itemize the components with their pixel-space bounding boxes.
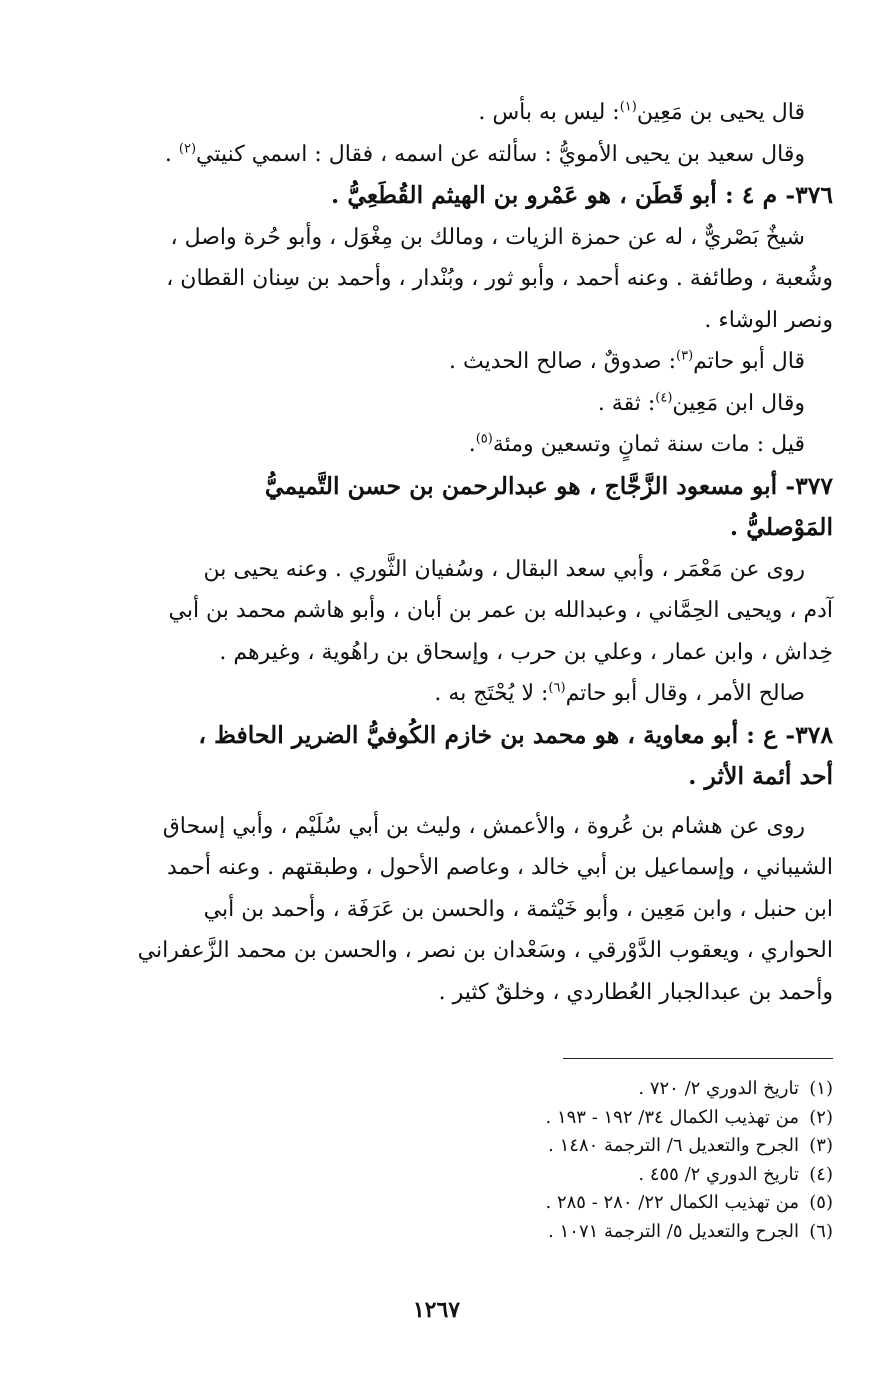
footnote-ref-1[interactable]: (١) [619, 99, 637, 115]
entry-376-line: شيخٌ بَصْريٌّ ، له عن حمزة الزيات ، ومالك بن مِغْوَل ، وأبو حُرة واصل ، [170, 224, 805, 250]
page-number: ١٢٦٧ [412, 1297, 461, 1323]
footnote-ref-5[interactable]: (٥) [475, 431, 493, 447]
footnote-number: (٥) [809, 1192, 833, 1213]
footnote-number: (٣) [809, 1135, 833, 1156]
footnote-text: الجرح والتعديل ٦/ الترجمة ١٤٨٠ . [548, 1135, 799, 1156]
footnote-ref-2[interactable]: (٢) [178, 141, 197, 157]
footnote [38, 1104, 833, 1133]
entry-376-line: وشُعبة ، وطائفة . وعنه أحمد ، وأبو ثور ، وبُنْدار ، وأحمد بن سِنان القطان ، [166, 266, 833, 291]
entry-378-line: الشيباني ، وإسماعيل بن أبي خالد ، وعاصم الأحول ، وطبقتهم . وعنه أحمد [167, 855, 833, 880]
footnote-number: (٢) [809, 1106, 833, 1128]
footnote-text: تاريخ الدوري ٢/ ٧٢٠ . [638, 1078, 799, 1099]
footnote-number: (٦) [809, 1220, 833, 1242]
footnote-number: (١) [809, 1078, 833, 1099]
entry-376-quote-ibn-maeen: وقال ابن مَعِين$^{(٤)}$: ثقة . [597, 390, 805, 416]
footnote-text: الجرح والتعديل ٥/ الترجمة ١٠٧١ . [548, 1220, 799, 1242]
entry-377-line: آدم ، ويحيى الحِمَّاني ، وعبدالله بن عمر بن أبان ، وأبو هاشم محمد بن أبي [168, 598, 833, 623]
footnote-ref-3[interactable]: (٣) [676, 348, 694, 364]
entry-376-death: قيل : مات سنة ثمانٍ وتسعين ومئة$^{(٥)}$. [468, 431, 805, 457]
footnote-text: من تهذيب الكمال ٣٤/ ١٩٢ - ١٩٣ . [545, 1106, 799, 1128]
footnote [38, 1218, 833, 1247]
entry-378-line: ابن حنبل ، وابن مَعِين ، وأبو خَيْثمة ، والحسن بن عَرَفَة ، وأحمد بن أبي [203, 896, 833, 922]
entry-377-line: خِداش ، وابن عمار ، وعلي بن حرب ، وإسحاق بن راهُوية ، وغيرهم . [219, 639, 833, 665]
footnote-ref-4[interactable]: (٤) [655, 390, 673, 406]
footnote-divider [563, 1058, 833, 1059]
entry-376-line: ونصر الوشاء . [704, 307, 833, 333]
entry-378-line: الحواري ، ويعقوب الدَّوْرقي ، وسَعْدان بن نصر ، والحسن بن محمد الزَّعفراني [137, 938, 833, 963]
entry-376-quote-abu-hatim: قال أبو حاتم$^{(٣)}$: صدوقٌ ، صالح الحديث . [449, 348, 805, 374]
entry-378-line: وأحمد بن عبدالجبار العُطاردي ، وخلقٌ كثير . [438, 979, 833, 1005]
paragraph-ibn-maeen: قال يحيى بن مَعِين$^{(١)}$: ليس به بأس . [478, 99, 805, 125]
entry-376-heading: ٣٧٦- م ٤ : أبو قَطَن ، هو عَمْرو بن الهيثم القُطَعِيُّ . [330, 181, 833, 209]
entry-377-quote-abu-hatim: صالح الأمر ، وقال أبو حاتم$^{(٦)}$: لا يُحْتَج به . [434, 680, 805, 706]
footnote-number: (٤) [809, 1163, 833, 1185]
footnote [38, 1075, 833, 1104]
entry-377-heading-cont: المَوْصليُّ . [729, 513, 833, 541]
footnote [38, 1189, 833, 1218]
entry-378-line: روى عن هشام بن عُروة ، والأعمش ، وليث بن أبي سُلَيْم ، وأبي إسحاق [162, 813, 805, 839]
entry-378-heading-cont: أحد أئمة الأثر . [688, 762, 833, 790]
paragraph-said-ibn-yahya: وقال سعيد بن يحيى الأمويُّ : سألته عن اسمه ، فقال : اسمي كنيتي$^{(٢)}$ . [164, 141, 805, 167]
entry-377-line: روى عن مَعْمَر ، وأبي سعد البقال ، وسُفيان الثَّوري . وعنه يحيى بن [203, 556, 805, 582]
footnotes [38, 1075, 833, 1246]
footnote-ref-6[interactable]: (٦) [548, 680, 566, 696]
entry-378-heading: ٣٧٨- ع : أبو معاوية ، هو محمد بن خازم الكُوفيُّ الضرير الحافظ ، [198, 720, 833, 749]
footnote [38, 1132, 833, 1161]
footnote-text: من تهذيب الكمال ٢٢/ ٢٨٠ - ٢٨٥ . [545, 1192, 799, 1213]
main-text [38, 92, 833, 1013]
footnote-text: تاريخ الدوري ٢/ ٤٥٥ . [638, 1163, 799, 1185]
footnote [38, 1161, 833, 1190]
entry-377-heading: ٣٧٧- أبو مسعود الزَّجَّاج ، هو عبدالرحمن بن حسن التَّميميُّ [264, 471, 833, 500]
